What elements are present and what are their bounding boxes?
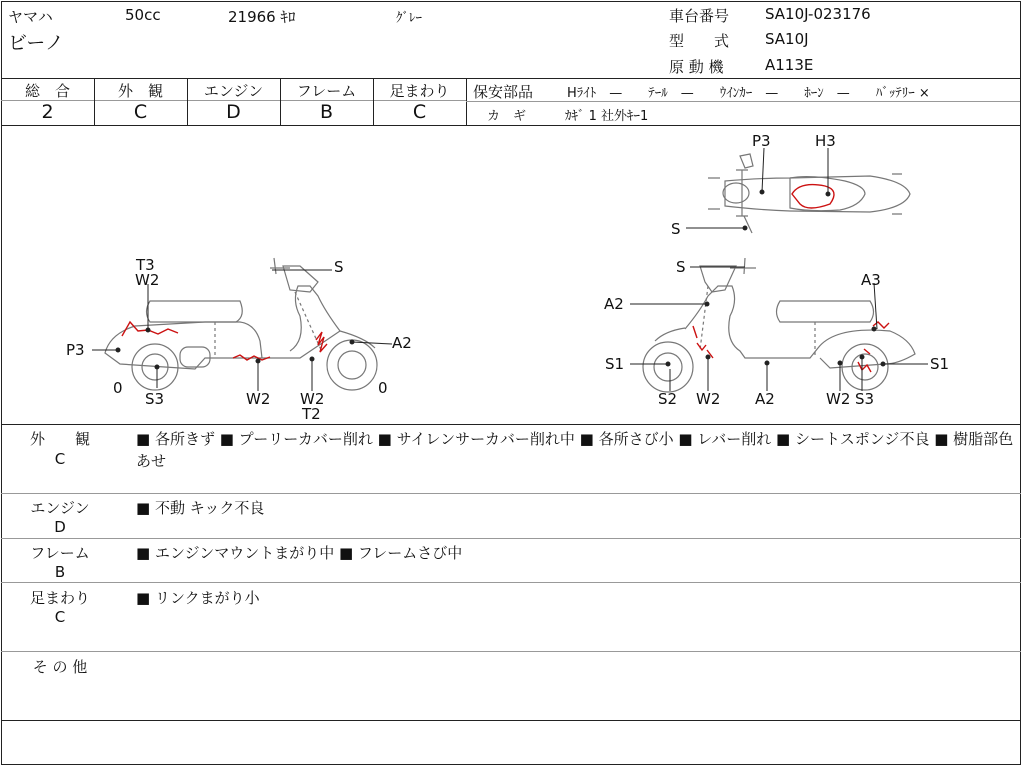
grade-label-engine: エンジン [203, 82, 264, 100]
comments-bottom-line [1, 720, 1021, 721]
displacement: 50cc [125, 6, 161, 24]
comment-text-frame: ■ エンジンマウントまがり中 ■ フレームさび中 [136, 544, 463, 562]
top-view-scooter-drawing [708, 154, 910, 233]
comments-line-3 [1, 582, 1021, 583]
safety-label: 保安部品 [473, 83, 534, 101]
engine-code-label: 原 動 機 [669, 58, 724, 76]
label-left-P3: P3 [66, 341, 85, 359]
label-left-W2: W2 [246, 390, 271, 408]
safety-items: Hﾗｲﾄ — ﾃｰﾙ — ｳｲﾝｶｰ — ﾎｰﾝ — ﾊﾞｯﾃﾘｰ × [567, 86, 930, 101]
frame-no-label: 車台番号 [669, 7, 730, 25]
comment-category-suspension: 足まわり [29, 589, 90, 607]
label-left-W2-b: W2 [300, 390, 325, 408]
comments-line-1 [1, 493, 1021, 494]
comment-category-engine: エンジン [30, 499, 90, 517]
label-right-W2-b: W2 [826, 390, 851, 408]
model-code-label: 型 式 [669, 32, 730, 50]
maker: ヤマハ [8, 8, 53, 26]
label-top-S: S [671, 220, 681, 238]
comment-category-other: そ の 他 [32, 658, 88, 676]
key-label: カ ギ [487, 109, 527, 124]
grade-label-exterior: 外 観 [117, 82, 163, 100]
comment-grade-frame: B [54, 563, 66, 581]
grade-value-overall: 2 [41, 101, 54, 123]
key-value: ｶｷﾞ 1 社外ｷｰ1 [565, 109, 649, 124]
comment-category-exterior: 外 観 [29, 430, 90, 448]
comment-grade-suspension: C [54, 608, 66, 626]
label-right-A2-top: A2 [604, 295, 624, 313]
label-left-A2: A2 [392, 334, 412, 352]
label-right-S3: S3 [855, 390, 875, 408]
label-left-S3: S3 [145, 390, 165, 408]
comments-top-line [1, 424, 1021, 425]
grade-label-suspension: 足まわり [389, 82, 450, 100]
label-right-S1-left: S1 [605, 355, 625, 373]
damage-marks [122, 185, 889, 372]
label-left-S: S [334, 258, 344, 276]
grade-label-overall: 総 合 [24, 82, 70, 100]
safety-mid-line [466, 101, 1020, 102]
comment-text-exterior: ■ 各所きず ■ プーリーカバー削れ ■ サイレンサーカバー削れ中 ■ 各所さび小 ■ レバー削れ ■ シートスポンジ不良 ■ 樹脂部色あせ [136, 430, 1014, 470]
grade-value-exterior: C [133, 101, 148, 123]
grade-label-frame: フレーム [296, 82, 357, 100]
label-right-S: S [676, 258, 686, 276]
comments-line-2 [1, 538, 1021, 539]
model-name: ビーノ [8, 32, 64, 54]
label-top-P3: P3 [752, 132, 771, 150]
label-right-A2: A2 [755, 390, 775, 408]
label-left-zero-a: 0 [113, 379, 123, 397]
comment-text-suspension: ■ リンクまがり小 [136, 589, 260, 607]
comments-line-4 [1, 651, 1021, 652]
mileage: 21966 ｷﾛ [228, 8, 296, 26]
grade-top-line [1, 78, 1021, 79]
engine-code: A113E [765, 56, 814, 74]
damage-diagram [0, 126, 1024, 424]
color: ｸﾞﾚｰ [396, 11, 422, 26]
grade-value-frame: B [319, 101, 334, 123]
comment-text-engine: ■ 不動 キック不良 [136, 499, 265, 517]
model-code: SA10J [765, 30, 809, 48]
frame-no: SA10J-023176 [765, 5, 871, 23]
label-left-zero-b: 0 [378, 379, 388, 397]
label-right-S2: S2 [658, 390, 678, 408]
label-left-W2-top: W2 [135, 271, 160, 289]
comment-grade-exterior: C [54, 450, 66, 468]
grade-value-engine: D [226, 101, 241, 123]
comment-category-frame: フレーム [30, 544, 90, 562]
label-right-S1-right: S1 [930, 355, 950, 373]
comment-grade-engine: D [54, 518, 66, 536]
label-right-W2: W2 [696, 390, 721, 408]
label-left-T2: T2 [302, 405, 321, 423]
label-top-H3: H3 [815, 132, 836, 150]
label-left-T3: T3 [136, 256, 155, 274]
grade-value-suspension: C [412, 101, 427, 123]
label-right-A3: A3 [861, 271, 881, 289]
